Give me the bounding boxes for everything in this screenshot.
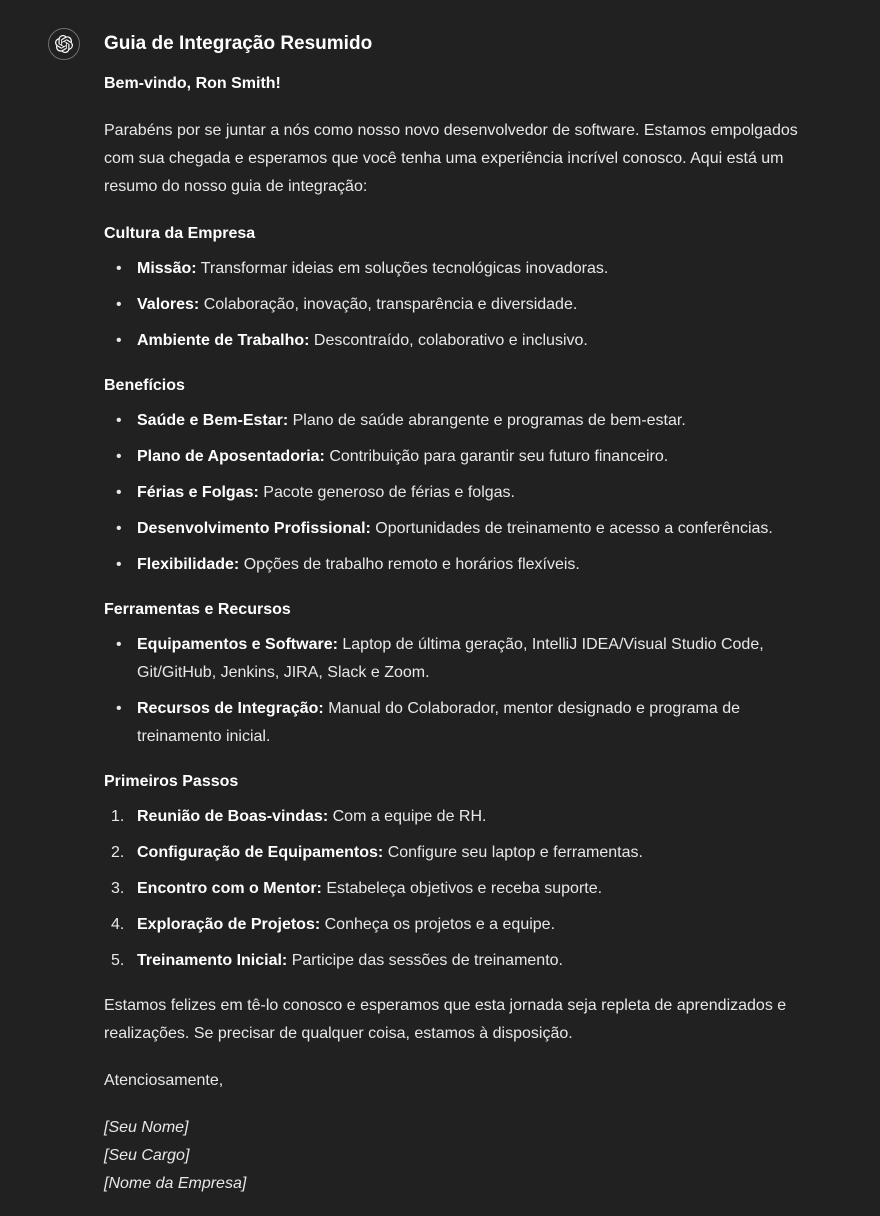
- signature-block: [104, 1114, 816, 1198]
- beneficios-list: [104, 407, 816, 579]
- closing-paragraph: Estamos felizes em tê-lo conosco e esperamos que esta jornada seja repleta de aprendizados e realizações. Se precisar de qualquer coisa, estamos à disposição.: [104, 997, 787, 1042]
- item-text: Descontraído, colaborativo e inclusivo.: [313, 332, 588, 349]
- signature-company: [Nome da Empresa]: [104, 1175, 247, 1192]
- item-text: Oportunidades de treinamento e acesso a conferências.: [375, 520, 773, 537]
- item-label: Ambiente de Trabalho:: [137, 332, 310, 349]
- list-item: [137, 407, 816, 435]
- item-text: Colaboração, inovação, transparência e diversidade.: [203, 296, 578, 313]
- list-item: [137, 839, 816, 867]
- item-text: Plano de saúde abrangente e programas de bem-estar.: [292, 412, 686, 429]
- list-item: [137, 255, 816, 283]
- item-text: Manual do Colaborador, mentor designado e programa de treinamento inicial.: [137, 700, 741, 745]
- item-label: Férias e Folgas:: [137, 484, 259, 501]
- intro-paragraph: Parabéns por se juntar a nós como nosso novo desenvolvedor de software. Estamos empolgados com sua chegada e esperamos que você tenha uma experiência incrível conosco. Aqui está um resumo do nosso guia de integração:: [104, 122, 798, 195]
- item-label: Encontro com o Mentor:: [137, 880, 322, 897]
- section-heading-cultura: Cultura da Empresa: [104, 225, 256, 242]
- signature-name: [Seu Nome]: [104, 1119, 189, 1136]
- openai-logo-icon: [55, 35, 73, 53]
- item-label: Recursos de Integração:: [137, 700, 324, 717]
- list-item: [137, 875, 816, 903]
- item-label: Saúde e Bem-Estar:: [137, 412, 289, 429]
- cultura-list: [104, 255, 816, 355]
- list-item: [137, 803, 816, 831]
- section-heading-ferramentas: Ferramentas e Recursos: [104, 601, 291, 618]
- item-text: Configure seu laptop e ferramentas.: [387, 844, 643, 861]
- item-text: Transformar ideias em soluções tecnológicas inovadoras.: [200, 260, 609, 277]
- list-item: [137, 479, 816, 507]
- list-item: [137, 443, 816, 471]
- item-label: Exploração de Projetos:: [137, 916, 321, 933]
- item-text: Estabeleça objetivos e receba suporte.: [326, 880, 603, 897]
- item-label: Plano de Aposentadoria:: [137, 448, 325, 465]
- item-label: Valores:: [137, 296, 200, 313]
- item-label: Missão:: [137, 260, 197, 277]
- primeiros-passos-list: [104, 803, 816, 975]
- item-text: Conheça os projetos e a equipe.: [324, 916, 556, 933]
- item-text: Opções de trabalho remoto e horários flexíveis.: [243, 556, 580, 573]
- item-label: Desenvolvimento Profissional:: [137, 520, 371, 537]
- list-item: [137, 327, 816, 355]
- list-item: [137, 515, 816, 543]
- list-item: [137, 291, 816, 319]
- list-item: [137, 911, 816, 939]
- item-label: Configuração de Equipamentos:: [137, 844, 384, 861]
- greeting: Bem-vindo, Ron Smith!: [104, 75, 281, 92]
- message-content: [104, 28, 816, 1198]
- list-item: [137, 631, 816, 687]
- item-text: Pacote generoso de férias e folgas.: [263, 484, 515, 501]
- list-item: [137, 947, 816, 975]
- message-title: Guia de Integração Resumido: [104, 33, 373, 54]
- section-heading-primeiros-passos: Primeiros Passos: [104, 773, 239, 790]
- list-item: [137, 551, 816, 579]
- ferramentas-list: [104, 631, 816, 751]
- signature-role: [Seu Cargo]: [104, 1147, 190, 1164]
- signoff: Atenciosamente,: [104, 1072, 224, 1089]
- item-label: Reunião de Boas-vindas:: [137, 808, 329, 825]
- list-item: [137, 695, 816, 751]
- item-label: Treinamento Inicial:: [137, 952, 288, 969]
- item-text: Participe das sessões de treinamento.: [291, 952, 563, 969]
- section-heading-beneficios: Benefícios: [104, 377, 185, 394]
- item-text: Com a equipe de RH.: [332, 808, 487, 825]
- item-text: Contribuição para garantir seu futuro financeiro.: [329, 448, 669, 465]
- assistant-avatar: [48, 28, 80, 60]
- item-label: Equipamentos e Software:: [137, 636, 338, 653]
- item-text: Laptop de última geração, IntelliJ IDEA/Visual Studio Code, Git/GitHub, Jenkins, JIRA, Slack e Zoom.: [137, 636, 764, 681]
- item-label: Flexibilidade:: [137, 556, 240, 573]
